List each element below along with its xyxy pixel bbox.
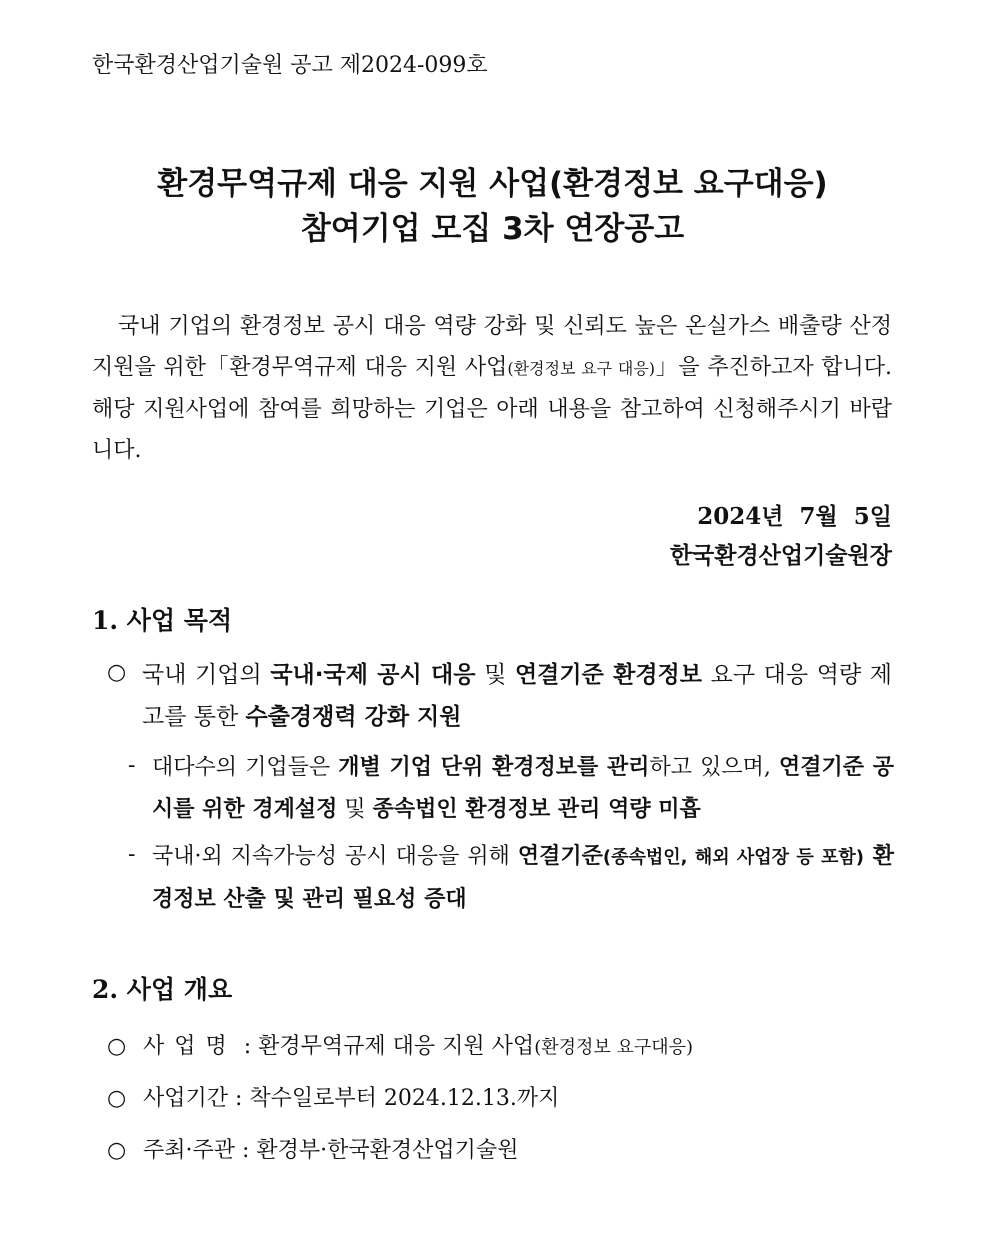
section-1-heading: 1. 사업 목적 bbox=[92, 606, 233, 635]
overview-label: 사업기간 bbox=[143, 1086, 229, 1111]
sub2-bold-small: (종속법인, 해외 사업장 등 포함) bbox=[602, 847, 865, 868]
overview-value: 환경무역규제 대응 지원 사업 bbox=[258, 1034, 535, 1059]
overview-value-small: (환경정보 요구대응) bbox=[534, 1037, 694, 1058]
purpose-sub-item-1 bbox=[152, 747, 894, 831]
sub2-bold-1: 연결기준 bbox=[517, 844, 603, 869]
overview-item-name bbox=[107, 1029, 693, 1060]
title-line-2: 참여기업 모집 3차 연장공고 bbox=[300, 211, 685, 247]
sub1-bold-1: 개별 기업 단위 환경정보를 관리 bbox=[338, 755, 650, 780]
overview-label: 사업명 bbox=[143, 1034, 237, 1059]
circle-bullet-icon: ○ bbox=[107, 1086, 127, 1111]
overview-value: 착수일로부터 2024.12.13.까지 bbox=[249, 1086, 560, 1111]
sub1-text-2: 하고 있으며, bbox=[649, 755, 779, 780]
signer: 한국환경산업기술원장 bbox=[669, 542, 892, 569]
dash-bullet-icon: - bbox=[128, 753, 136, 778]
section-2-heading: 2. 사업 개요 bbox=[92, 975, 233, 1004]
purpose-bold-2: 연결기준 환경정보 bbox=[514, 662, 702, 688]
purpose-bold-3: 수출경쟁력 강화 지원 bbox=[245, 704, 462, 730]
overview-label: 주최·주관 bbox=[143, 1138, 236, 1163]
sub1-bold-3: 종속법인 환경정보 관리 역량 미흡 bbox=[372, 797, 701, 822]
purpose-bullet bbox=[142, 654, 892, 738]
purpose-text-1: 국내 기업의 bbox=[142, 662, 271, 688]
sub1-text-1: 대다수의 기업들은 bbox=[152, 755, 339, 780]
sub1-text-3: 및 bbox=[337, 797, 373, 822]
purpose-sub-item-2 bbox=[152, 836, 894, 921]
overview-sep: : bbox=[236, 1034, 259, 1059]
overview-sep: : bbox=[228, 1086, 250, 1111]
announcement-number: 한국환경산업기술원 공고 제2024-099호 bbox=[92, 53, 488, 78]
purpose-text-3: 요구 대응 역량 제고를 통한 bbox=[142, 662, 893, 730]
title-line-1: 환경무역규제 대응 지원 사업(환경정보 요구대응) bbox=[157, 166, 828, 202]
purpose-text-2: 및 bbox=[475, 662, 515, 688]
intro-text-2: 」을 추진하고자 합니다. 해당 지원사업에 참여를 희망하는 기업은 아래 내용을 참고하여 신청해주시기 바랍니다. bbox=[92, 355, 893, 463]
sub2-text-1: 국내·외 지속가능성 공시 대응을 위해 bbox=[152, 844, 518, 869]
overview-item-period bbox=[107, 1081, 559, 1112]
sub2-bold-2: 환경정보 산출 및 관리 필요성 증대 bbox=[152, 844, 894, 912]
circle-bullet-icon: ○ bbox=[107, 1034, 127, 1059]
intro-paragraph bbox=[92, 306, 892, 471]
intro-text-small: (환경정보 요구 대응) bbox=[507, 359, 656, 378]
overview-item-host bbox=[107, 1133, 518, 1164]
overview-sep: : bbox=[235, 1138, 257, 1163]
purpose-bold-1: 국내·국제 공시 대응 bbox=[270, 662, 476, 688]
circle-bullet-icon: ○ bbox=[107, 660, 127, 685]
sub1-bold-2: 연결기준 공시를 위한 경계설정 bbox=[152, 755, 894, 822]
intro-text-1: 국내 기업의 환경정보 공시 대응 역량 강화 및 신뢰도 높은 온실가스 배출량 산정 지원을 위한「환경무역규제 대응 지원 사업 bbox=[92, 314, 892, 380]
dash-bullet-icon: - bbox=[128, 842, 136, 867]
circle-bullet-icon: ○ bbox=[107, 1138, 127, 1163]
overview-value: 환경부·한국환경산업기술원 bbox=[256, 1138, 519, 1163]
announcement-date: 2024년 7월 5일 bbox=[697, 503, 892, 530]
